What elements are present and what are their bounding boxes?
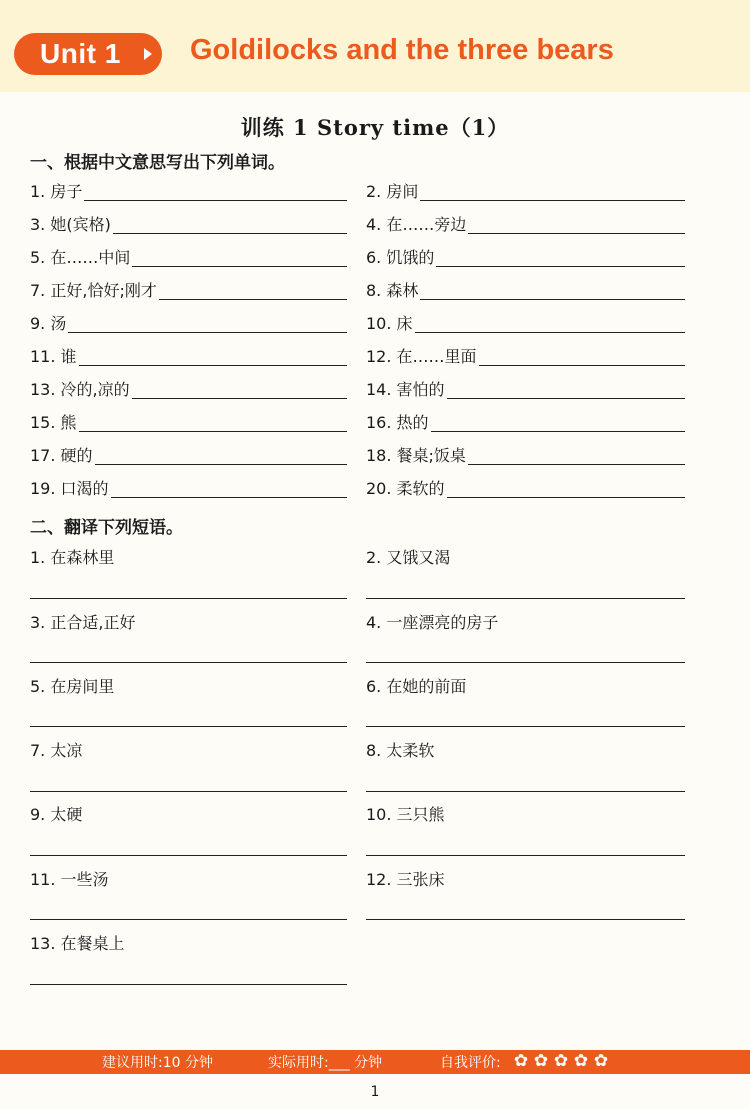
phrase-item: 9. 太硬 [30,805,83,824]
vocab-item[interactable]: 1. 房子 [30,178,347,204]
phrase-item: 13. 在餐桌上 [30,934,125,953]
flower-icon[interactable]: ✿ [573,1051,589,1071]
answer-line[interactable] [30,662,347,663]
answer-line[interactable] [366,598,685,599]
vocab-item[interactable]: 13. 冷的,凉的 [30,376,347,402]
answer-line[interactable] [30,598,347,599]
unit-title: Goldilocks and the three bears [190,34,614,66]
flower-icon[interactable]: ✿ [553,1051,569,1071]
section1-heading: 一、根据中文意思写出下列单词。 [30,153,285,173]
phrase-item: 11. 一些汤 [30,870,109,889]
vocab-item[interactable]: 6. 饥饿的 [366,244,685,270]
vocab-item[interactable]: 18. 餐桌;饭桌 [366,442,685,468]
vocab-item[interactable]: 9. 汤 [30,310,347,336]
vocab-item[interactable]: 19. 口渴的 [30,475,347,501]
vocab-item[interactable]: 4. 在……旁边 [366,211,685,237]
suggested-time: 建议用时:10 分钟 [102,1055,213,1071]
answer-line[interactable] [366,726,685,727]
answer-line[interactable] [30,791,347,792]
vocab-item[interactable]: 14. 害怕的 [366,376,685,402]
section2-heading: 二、翻译下列短语。 [30,518,183,538]
page-number: 1 [370,1084,380,1100]
flower-icon[interactable]: ✿ [513,1051,529,1071]
answer-line[interactable] [30,919,347,920]
phrase-item: 12. 三张床 [366,870,445,889]
vocab-item[interactable]: 15. 熊 [30,409,347,435]
vocab-item[interactable]: 11. 谁 [30,343,347,369]
vocab-item[interactable]: 17. 硬的 [30,442,347,468]
vocab-item[interactable]: 20. 柔软的 [366,475,685,501]
flower-icon[interactable]: ✿ [533,1051,549,1071]
vocab-item[interactable]: 5. 在……中间 [30,244,347,270]
vocab-item[interactable]: 2. 房间 [366,178,685,204]
phrase-item: 5. 在房间里 [30,677,115,696]
phrase-item: 8. 太柔软 [366,741,435,760]
vocab-item[interactable]: 12. 在……里面 [366,343,685,369]
answer-line[interactable] [366,919,685,920]
unit-label: Unit 1 [40,38,121,69]
vocab-item[interactable]: 8. 森林 [366,277,685,303]
answer-line[interactable] [30,984,347,985]
answer-line[interactable] [30,726,347,727]
vocab-item[interactable]: 7. 正好,恰好;刚才 [30,277,347,303]
phrase-item: 4. 一座漂亮的房子 [366,613,499,632]
answer-line[interactable] [366,662,685,663]
vocab-item[interactable]: 16. 热的 [366,409,685,435]
vocab-item[interactable]: 3. 她(宾格) [30,211,347,237]
footer-band [0,1050,750,1074]
answer-line[interactable] [30,855,347,856]
phrase-item: 7. 太凉 [30,741,83,760]
vocab-item[interactable]: 10. 床 [366,310,685,336]
phrase-item: 2. 又饿又渴 [366,548,451,567]
answer-line[interactable] [366,855,685,856]
flower-icon[interactable]: ✿ [593,1051,609,1071]
unit-badge [14,33,162,75]
phrase-item: 10. 三只熊 [366,805,445,824]
phrase-item: 6. 在她的前面 [366,677,467,696]
self-eval-label: 自我评价: [440,1055,501,1071]
actual-time: 实际用时:___ 分钟 [268,1055,383,1071]
phrase-item: 1. 在森林里 [30,548,115,567]
lesson-title: 训练 1 Story time（1） [240,115,510,140]
phrase-item: 3. 正合适,正好 [30,613,136,632]
answer-line[interactable] [366,791,685,792]
arrow-right-icon [144,48,152,60]
